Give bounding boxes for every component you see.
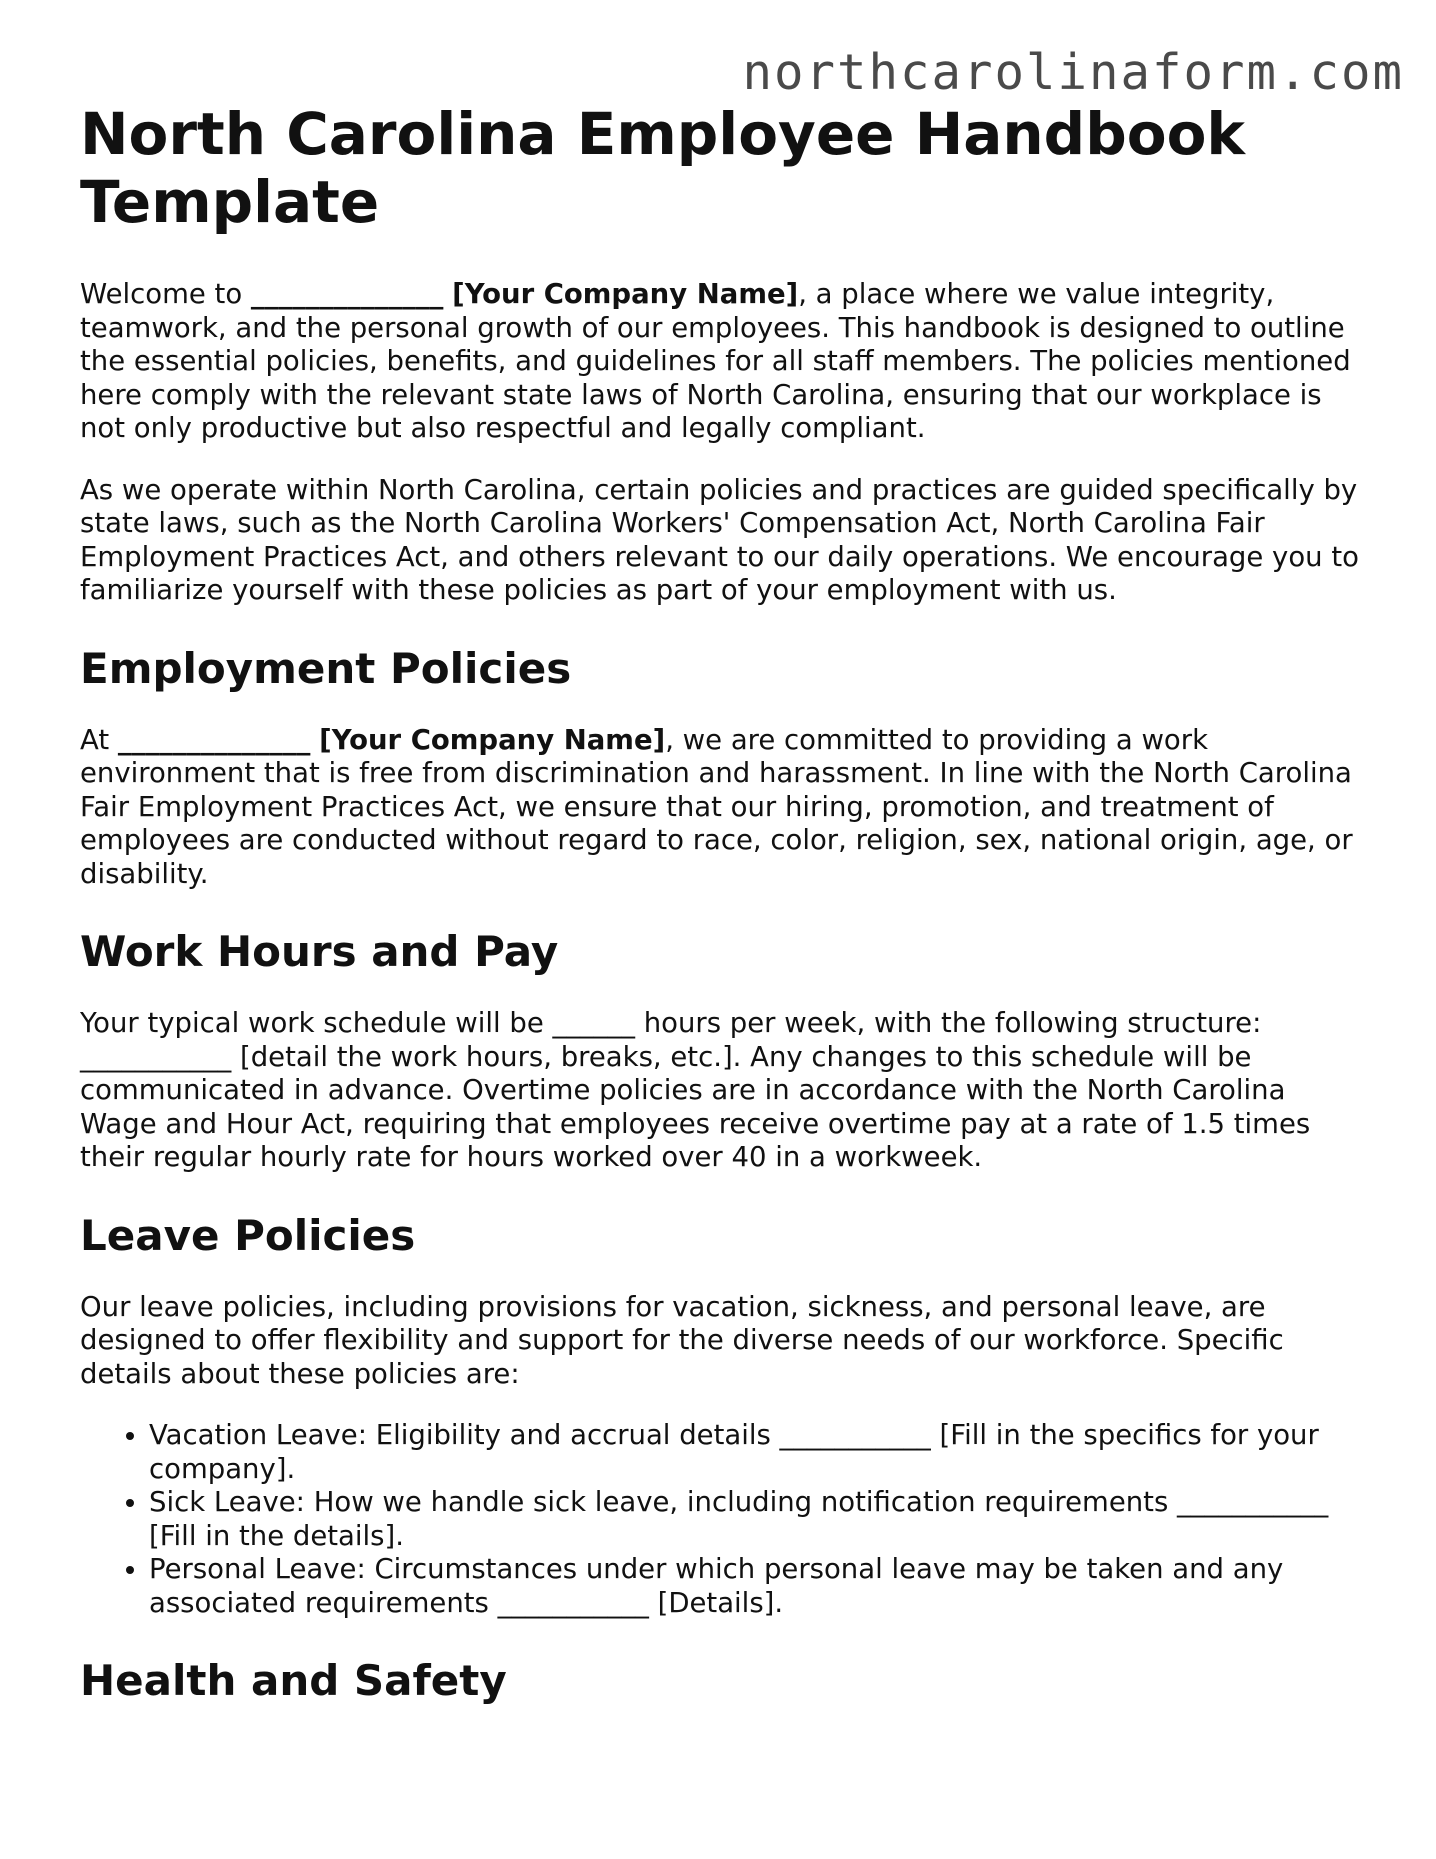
employment-rest: , we are committed to providing a work environment that is free from discrimination and harassment. In line with the North Carolina Fair Employment Practices Act, we ensure that our hiring, promotion, and treatment of employees are conducted without regard to race, color, religion, sex, national origin, age, or disability. xyxy=(80,723,1353,890)
intro-rest: , a place where we value integrity, teamwork, and the personal growth of our employees. This handbook is designed to outline the essential policies, benefits, and guidelines for all staff members. The policies mentioned here comply with the relevant state laws of North Carolina, ensuring that our workplace is not only productive but also respectful and legally compliant. xyxy=(80,278,1351,444)
leave-policies-intro: Our leave policies, including provisions for vacation, sickness, and personal leave, are designed to offer flexibility and support for the diverse needs of our workforce. Specific details about these policies are: xyxy=(80,1290,1284,1390)
intro-paragraph-1 xyxy=(80,278,1360,446)
work-hours-paragraph: Your typical work schedule will be ______ hours per week, with the following structure: ___________ [detail the work hours, breaks, etc.]. Any changes to this schedule will be communicated in advance. Overtime policies are in accordance with the North Carolina Wage and Hour Act, requiring that employees receive overtime pay at a rate of 1.5 times their regular hourly rate for hours worked over 40 in a workweek. xyxy=(80,1007,1311,1173)
company-name-blank: ______________ xyxy=(250,278,444,310)
employment-lead: At xyxy=(80,723,110,756)
section-heading-work-hours: Work Hours and Pay xyxy=(80,927,559,976)
document-title: North Carolina Employee Handbook Template xyxy=(80,100,1245,236)
section-heading-employment-policies: Employment Policies xyxy=(80,643,572,693)
document-page xyxy=(80,100,1360,1736)
section-heading-leave-policies: Leave Policies xyxy=(80,1210,416,1260)
company-name-blank: ______________ xyxy=(117,723,311,756)
employment-policies-paragraph xyxy=(80,724,1360,892)
list-item-personal-leave: • Personal Leave: Circumstances under which personal leave may be taken and any associated requirements ___________ [Details]. xyxy=(149,1553,1360,1620)
site-watermark: northcarolinaform.com xyxy=(742,44,1404,101)
company-name-placeholder: [Your Company Name] xyxy=(319,723,666,756)
section-heading-health-safety: Health and Safety xyxy=(80,1656,507,1705)
intro-paragraph-2: As we operate within North Carolina, certain policies and practices are guided specifically by state laws, such as the North Carolina Workers' Compensation Act, North Carolina Fair Employment Practices Act, and others relevant to our daily operations. We encourage you to familiarize yourself with these policies as part of your employment with us. xyxy=(80,473,1359,606)
company-name-placeholder: [Your Company Name] xyxy=(452,278,799,310)
list-item-vacation-leave: • Vacation Leave: Eligibility and accrual details ___________ [Fill in the specifics for your company]. xyxy=(149,1419,1360,1486)
list-item-sick-leave: • Sick Leave: How we handle sick leave, including notification requirements ___________ [Fill in the details]. xyxy=(149,1486,1360,1553)
intro-lead: Welcome to xyxy=(80,278,243,310)
leave-policies-list xyxy=(80,1419,1360,1620)
